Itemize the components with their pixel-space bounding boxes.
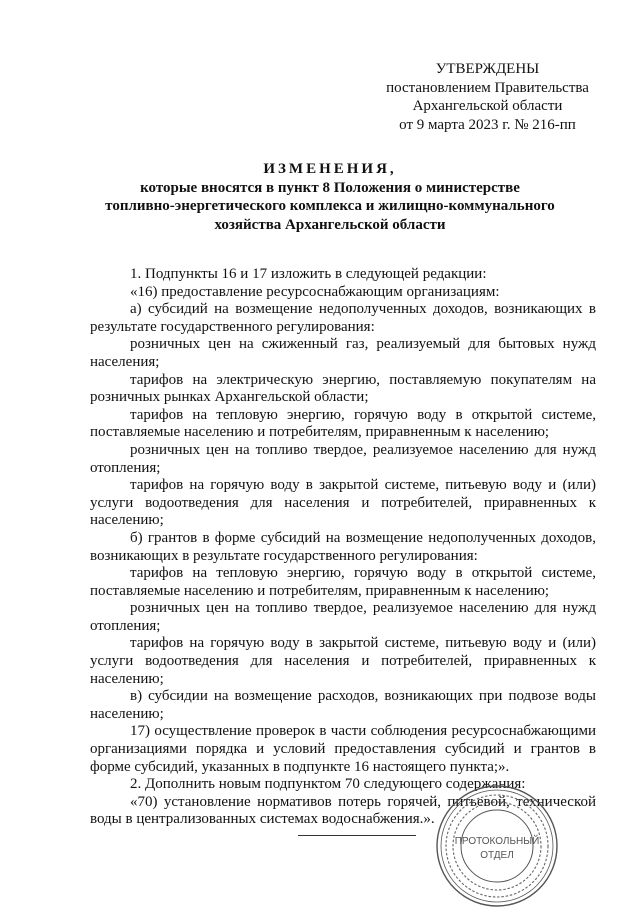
title-line: топливно-энергетического комплекса и жилищно-коммунального [105, 198, 555, 214]
paragraph: «70) установление нормативов потерь горячей, питьевой, технической воды в централизованных системах водоснабжения.». [90, 793, 596, 828]
paragraph: розничных цен на топливо твердое, реализуемое населению для нужд отопления; [90, 600, 596, 634]
approval-line: постановлением Правительства [386, 79, 589, 96]
signature-line [298, 835, 416, 836]
paragraph: тарифов на горячую воду в закрытой системе, питьевую воду и (или) услуги водоотведения для населения и потребителей, приравненных к населению; [90, 477, 596, 529]
paragraph: 2. Дополнить новым подпунктом 70 следующего содержания: [130, 776, 526, 793]
seal-stamp [433, 782, 561, 910]
document-title [80, 160, 580, 234]
approval-date: от 9 марта 2023 г. № 216-пп [399, 116, 576, 133]
paragraph: б) грантов в форме субсидий на возмещение недополученных доходов, возникающих в результате государственного регулирования: [90, 529, 596, 564]
title-line: которые вносятся в пункт 8 Положения о министерстве [140, 179, 520, 196]
document-body [90, 266, 596, 829]
paragraph: тарифов на тепловую энергию, горячую воду в открытой системе, поставляемые населению и потребителям, приравненным к населению; [90, 406, 596, 441]
paragraph: тарифов на электрическую энергию, поставляемую покупателям на розничных рынках Архангельской области; [90, 371, 596, 406]
paragraph: «16) предоставление ресурсоснабжающим организациям: [130, 283, 500, 300]
paragraph: 1. Подпункты 16 и 17 изложить в следующей редакции: [130, 266, 487, 282]
approval-line: Архангельской области [412, 98, 563, 114]
paragraph: розничных цен на топливо твердое, реализуемое населению для нужд отопления; [90, 441, 596, 476]
stamp-text: ОТДЕЛ [480, 850, 514, 861]
approval-title: УТВЕРЖДЕНЫ [435, 61, 540, 77]
paragraph: а) субсидий на возмещение недополученных доходов, возникающих в результате государственного регулирования: [90, 301, 596, 335]
title-line: хозяйства Архангельской области [214, 216, 446, 233]
paragraph: в) субсидии на возмещение расходов, возникающих при подвозе воды населению; [90, 688, 596, 722]
approval-block [380, 60, 595, 134]
paragraph: тарифов на горячую воду в закрытой системе, питьевую воду и (или) услуги водоотведения для населения и потребителей, приравненных к населению; [90, 635, 596, 687]
stamp-text: ПРОТОКОЛЬНЫЙ [454, 836, 540, 847]
paragraph: 17) осуществление проверок в части соблюдения ресурсоснабжающими организациями порядка и условий предоставления субсидий и грантов в форме субсидий, указанных в подпункте 16 настоящего пункта;». [90, 723, 596, 775]
title-heading: ИЗМЕНЕНИЯ, [263, 161, 397, 177]
paragraph: тарифов на тепловую энергию, горячую воду в открытой системе, поставляемые населению и потребителям, приравненным к населению; [90, 565, 596, 599]
paragraph: розничных цен на сжиженный газ, реализуемый для бытовых нужд населения; [90, 336, 596, 370]
